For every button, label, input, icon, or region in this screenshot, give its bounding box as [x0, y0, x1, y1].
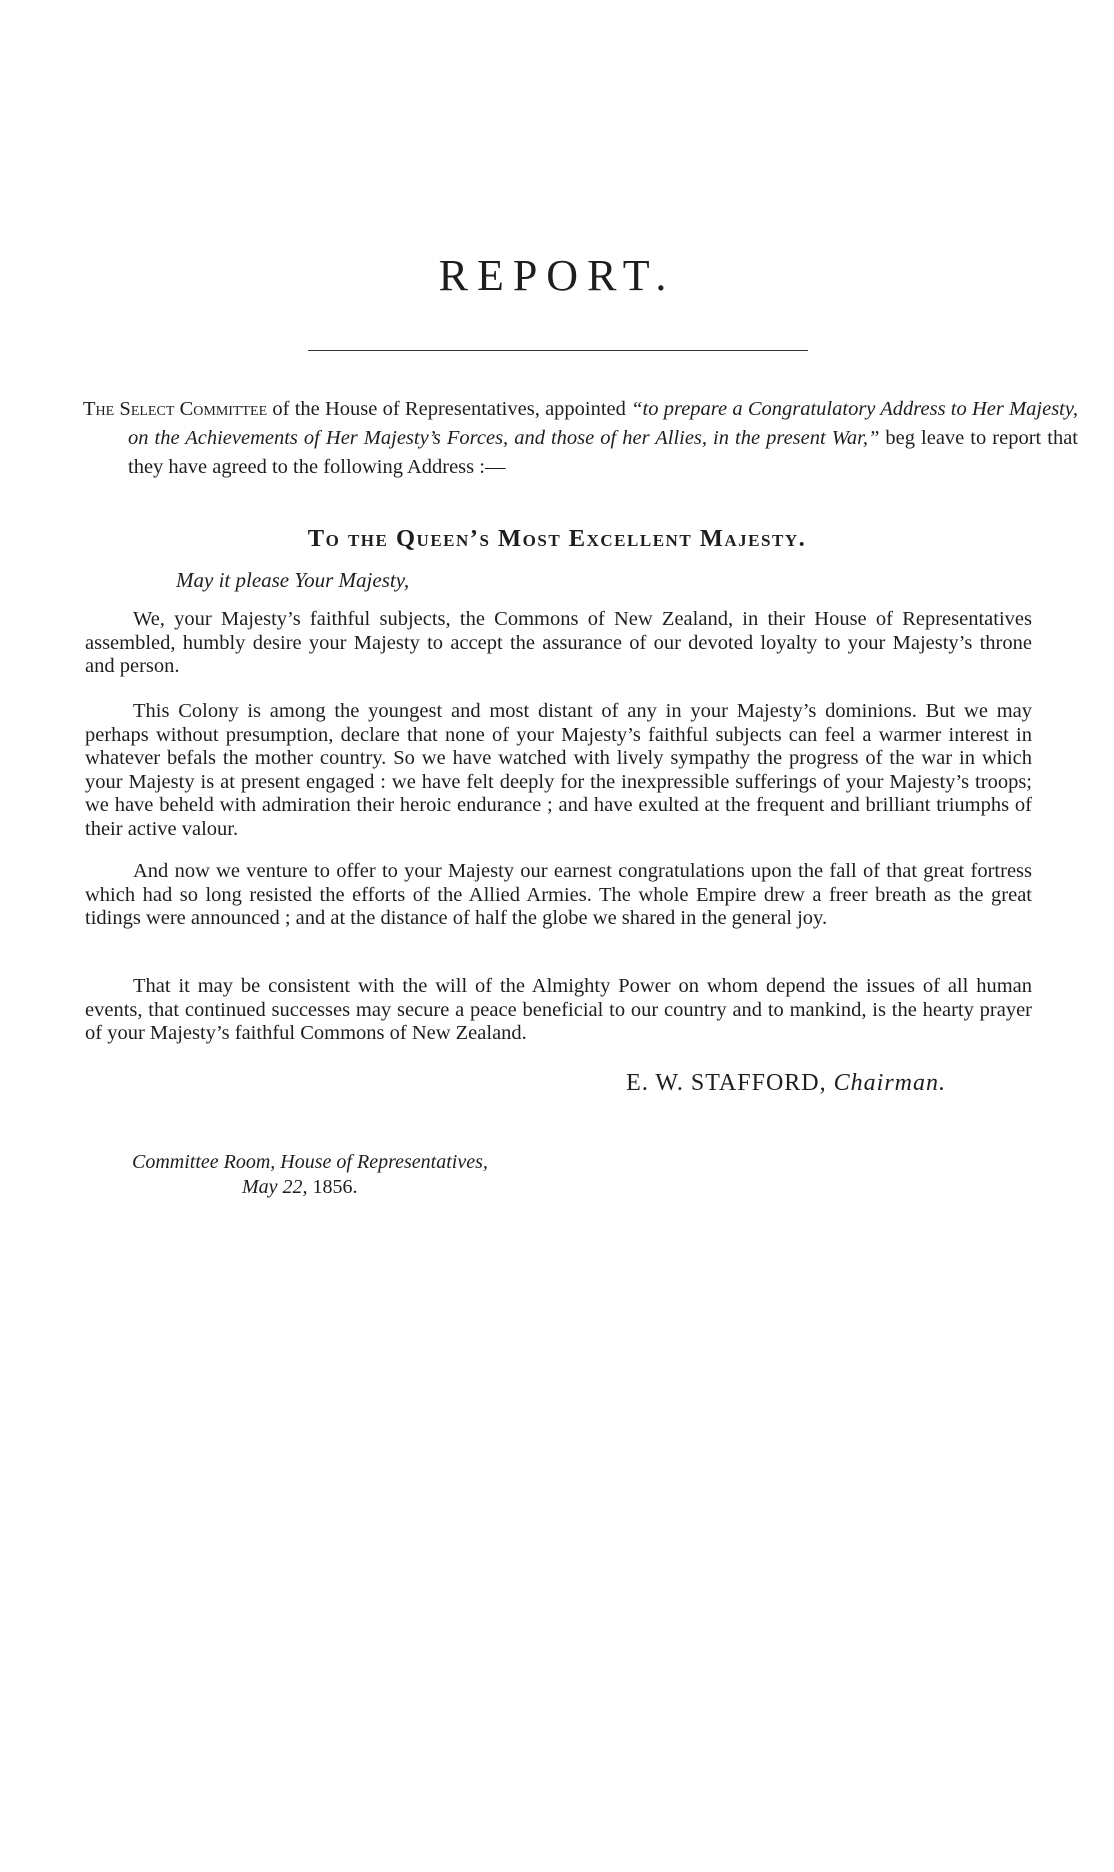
intro-paragraph: [83, 395, 1078, 482]
signatory-role: Chairman.: [833, 1070, 946, 1096]
date-line: [132, 1175, 488, 1200]
address-heading: To the Queen’s Most Excellent Majesty.: [307, 525, 807, 552]
report-title: REPORT.: [438, 251, 676, 300]
date-month-day: May 22,: [242, 1176, 308, 1198]
intro-text-after: beg leave to report that they have agreed to the following Address :—: [128, 427, 1078, 478]
title-divider: [308, 350, 808, 351]
address-paragraph-2: This Colony is among the youngest and most distant of any in your Majesty’s dominions. But we may perhaps without presumption, declare that none of your Majesty’s faithful subjects can feel a warmer interest in whatever befals the mother country. So we have watched with lively sympathy the progress of the war in which your Majesty is at present engaged : we have felt deeply for the inexpressible sufferings of your Majesty’s troops; we have beheld with admiration their heroic endurance ; and have exulted at the frequent and brilliant triumphs of their active valour.: [85, 700, 1032, 840]
address-paragraph-3: And now we venture to offer to your Majesty our earnest congratulations upon the fall of that great fortress which had so long resisted the efforts of the Allied Armies. The whole Empire drew a freer breath as the great tidings were announced ; and at the distance of half the globe we shared in the general joy.: [85, 860, 1032, 929]
address-paragraph-1: We, your Majesty’s faithful subjects, the Commons of New Zealand, in their House of Representatives assembled, humbly desire your Majesty to accept the assurance of our devoted loyalty to your Majesty’s throne and person.: [85, 608, 1032, 677]
salutation: May it please Your Majesty,: [176, 568, 410, 592]
signatory-name: E. W. STAFFORD,: [626, 1070, 827, 1096]
signature: [626, 1070, 946, 1097]
place-line: Committee Room, House of Representatives,: [132, 1151, 488, 1173]
place-and-date: [132, 1150, 488, 1200]
intro-text-before: of the House of Representatives, appointed: [267, 398, 632, 420]
intro-quoted-title: “to prepare a Congratulatory Address to Her Majesty, on the Achievements of Her Majesty’s Forces, and those of her Allies, in the present War,”: [128, 398, 1078, 449]
date-year: 1856.: [312, 1176, 358, 1198]
committee-name: The Select Committee: [83, 398, 268, 420]
address-paragraph-4: That it may be consistent with the will of the Almighty Power on whom depend the issues of all human events, that continued successes may secure a peace beneficial to our country and to mankind, is the hearty prayer of your Majesty’s faithful Commons of New Zealand.: [85, 975, 1032, 1044]
